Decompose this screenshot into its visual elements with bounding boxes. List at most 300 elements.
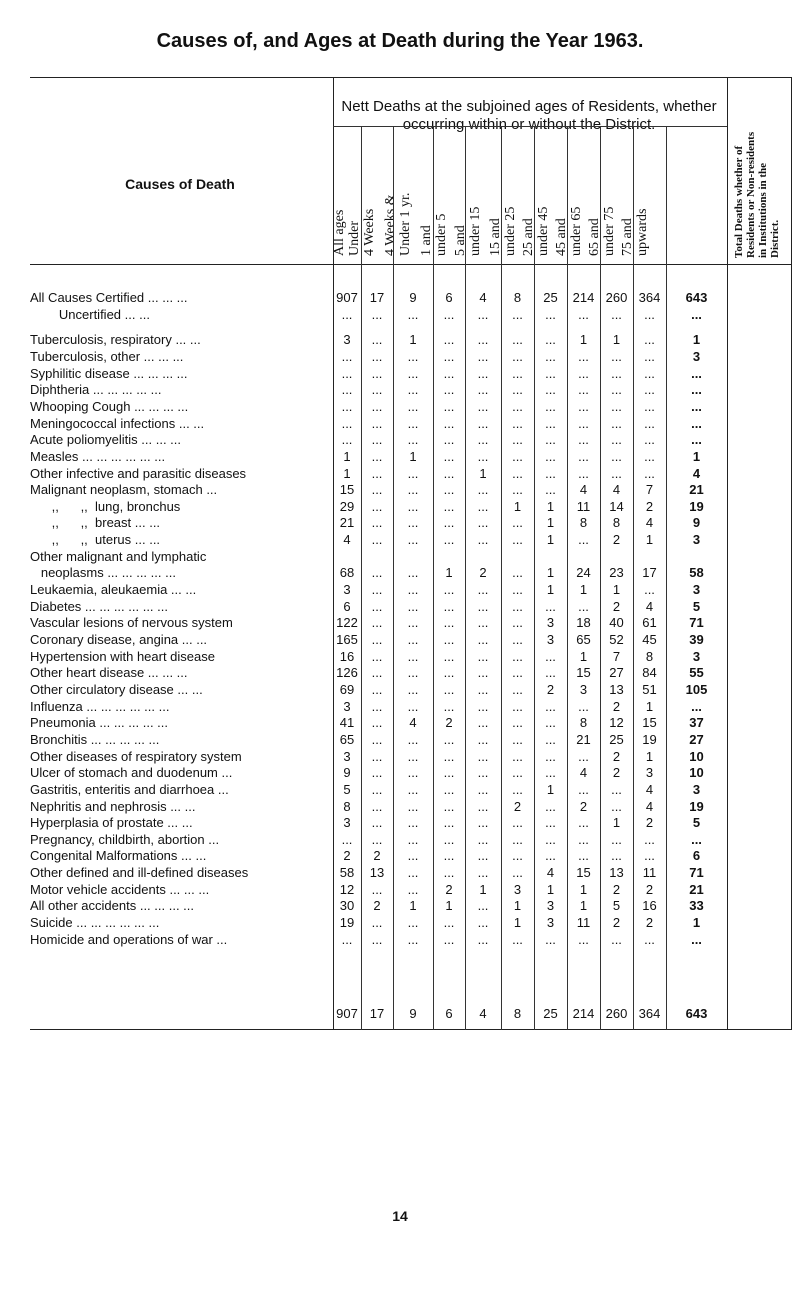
age-count-cell: ...	[371, 815, 383, 831]
age-count-cell: 8	[513, 290, 522, 305]
age-count-cell: ...	[611, 415, 622, 431]
age-count-cell: 2	[645, 915, 654, 931]
age-count-cell: ...	[545, 448, 556, 464]
age-count-cell: ...	[545, 815, 556, 831]
cause-label: ,, ,, lung, bronchus	[30, 498, 181, 514]
age-count-cell: ...	[545, 348, 556, 364]
age-count-cell: 1	[612, 815, 621, 831]
table-row	[0, 599, 800, 616]
age-count-cell: ...	[545, 598, 556, 614]
age-count-cell: ...	[477, 915, 489, 931]
total-deaths-cell: 1	[692, 448, 701, 464]
age-count-cell: 8	[579, 515, 588, 531]
column-divider	[567, 126, 568, 265]
age-count-cell: ...	[443, 382, 455, 398]
age-count-cell: ...	[341, 382, 353, 398]
age-count-cell: ...	[477, 731, 489, 747]
age-count-cell: ...	[443, 465, 455, 481]
age-column-label-line: upwards	[634, 208, 650, 256]
age-group-header: Nett Deaths at the subjoined ages of Residents, whether occurring within or without the District.	[341, 98, 717, 133]
age-count-cell: 2	[479, 565, 487, 581]
table-row	[0, 290, 800, 307]
age-count-cell: ...	[512, 765, 523, 781]
age-count-cell: ...	[578, 831, 589, 847]
age-count-cell: ...	[512, 598, 523, 614]
age-count-cell: ...	[477, 632, 489, 647]
age-count-cell: ...	[477, 681, 489, 697]
column-divider	[501, 126, 502, 265]
age-count-cell: ...	[644, 465, 655, 481]
age-count-cell: 3	[343, 582, 351, 598]
age-count-cell: ...	[477, 765, 489, 781]
age-count-cell: ...	[443, 765, 455, 781]
cause-label: Coronary disease, angina ... ...	[30, 632, 208, 647]
age-count-cell: 3	[343, 332, 351, 348]
cause-label: Malignant neoplasm, stomach ...	[30, 482, 218, 498]
age-count-cell: ...	[545, 398, 556, 414]
cause-label: neoplasms ... ... ... ... ...	[30, 565, 176, 581]
age-count-cell: 1	[513, 498, 522, 514]
age-count-cell: 13	[609, 681, 624, 697]
age-count-cell: ...	[371, 582, 383, 598]
age-count-cell: ...	[443, 498, 455, 514]
age-count-cell: ...	[407, 931, 419, 947]
age-count-cell: 4	[645, 598, 654, 614]
age-count-cell: ...	[443, 848, 455, 864]
age-count-cell: 7	[645, 482, 654, 498]
age-count-cell: 364	[638, 1006, 661, 1021]
age-column-label-line: Under	[347, 221, 362, 256]
age-column-label-line: 4 Weeks	[362, 208, 377, 256]
age-count-cell: 2	[612, 881, 621, 897]
age-count-cell: ...	[611, 831, 622, 847]
age-count-cell: 7	[612, 648, 621, 664]
table-row	[0, 466, 800, 483]
age-count-cell: 17	[369, 290, 385, 305]
age-count-cell: ...	[611, 448, 622, 464]
age-count-cell: 4	[479, 290, 487, 305]
age-count-cell: ...	[611, 465, 622, 481]
group-header-rule	[333, 126, 727, 127]
age-count-cell: 25	[543, 290, 558, 305]
table-row	[0, 366, 800, 383]
age-count-cell: ...	[545, 731, 556, 747]
age-count-cell: ...	[407, 815, 419, 831]
age-count-cell: ...	[578, 532, 589, 548]
age-count-cell: 21	[576, 731, 591, 747]
total-deaths-cell: 10	[689, 765, 704, 781]
age-count-cell: ...	[545, 306, 556, 322]
table-row	[0, 749, 800, 766]
age-count-cell: 1	[546, 498, 555, 514]
age-count-cell: 1	[513, 898, 522, 914]
column-divider	[465, 126, 466, 265]
age-count-cell: 19	[339, 915, 355, 931]
age-count-cell: ...	[578, 598, 589, 614]
age-count-cell: 9	[409, 290, 417, 305]
age-count-cell: ...	[443, 681, 455, 697]
table-row	[0, 865, 800, 882]
age-count-cell: ...	[644, 306, 655, 322]
age-count-cell: ...	[371, 781, 383, 797]
age-count-cell: 40	[609, 615, 624, 631]
age-count-cell: ...	[578, 348, 589, 364]
age-count-cell: ...	[477, 615, 489, 631]
age-count-cell: ...	[407, 615, 419, 631]
age-count-cell: ...	[371, 382, 383, 398]
age-count-cell: 15	[642, 715, 657, 731]
age-count-cell: 3	[343, 815, 351, 831]
age-count-cell: ...	[545, 482, 556, 498]
cause-label: Suicide ... ... ... ... ... ...	[30, 915, 160, 931]
age-count-cell: ...	[371, 515, 383, 531]
age-count-cell: 2	[546, 681, 555, 697]
age-count-cell: 65	[339, 731, 355, 747]
age-count-cell: 4	[479, 1006, 487, 1021]
age-count-cell: ...	[371, 498, 383, 514]
cause-label: Motor vehicle accidents ... ... ...	[30, 881, 210, 897]
age-count-cell: ...	[512, 781, 523, 797]
cause-label: Other heart disease ... ... ...	[30, 665, 188, 681]
age-column-label-line: under 45	[535, 206, 551, 256]
total-deaths-cell: ...	[691, 931, 702, 947]
age-count-cell: 11	[576, 498, 591, 514]
age-count-cell: ...	[512, 698, 523, 714]
age-count-cell: ...	[644, 831, 655, 847]
age-count-cell: 8	[343, 798, 351, 814]
age-count-cell: ...	[341, 831, 353, 847]
total-deaths-label-line: in Institutions in the	[757, 162, 769, 258]
age-count-cell: ...	[371, 565, 383, 581]
age-count-cell: ...	[545, 831, 556, 847]
age-count-cell: 3	[546, 632, 555, 647]
total-deaths-cell: 21	[689, 482, 704, 498]
age-count-cell: ...	[512, 432, 523, 448]
age-count-cell: ...	[578, 398, 589, 414]
total-deaths-cell: 5	[692, 815, 701, 831]
age-count-cell: ...	[644, 398, 655, 414]
age-count-cell: 1	[645, 532, 654, 548]
age-count-cell: ...	[512, 398, 523, 414]
age-column-label-line: under 5	[434, 213, 449, 256]
age-count-cell: 2	[612, 532, 621, 548]
age-count-cell: ...	[407, 765, 419, 781]
age-count-cell: ...	[371, 448, 383, 464]
age-count-cell: 1	[612, 582, 621, 598]
total-deaths-cell: ...	[691, 306, 702, 322]
age-count-cell: ...	[407, 848, 419, 864]
age-count-cell: 16	[642, 898, 657, 914]
age-count-cell: ...	[477, 781, 489, 797]
age-count-cell: 3	[513, 881, 522, 897]
age-count-cell: ...	[477, 865, 489, 881]
age-count-cell: ...	[341, 432, 353, 448]
age-count-cell: 907	[336, 290, 358, 305]
age-count-cell: 4	[343, 532, 351, 548]
age-count-cell: 1	[579, 648, 588, 664]
age-count-cell: ...	[371, 831, 383, 847]
age-count-cell: ...	[477, 365, 489, 381]
column-divider	[666, 126, 667, 265]
age-count-cell: ...	[512, 731, 523, 747]
total-deaths-cell: 71	[689, 615, 704, 631]
age-count-cell: 4	[645, 798, 654, 814]
age-count-cell: 58	[339, 865, 355, 881]
age-count-cell: ...	[407, 632, 419, 647]
cause-label: Meningococcal infections ... ...	[30, 415, 205, 431]
age-count-cell: ...	[341, 415, 353, 431]
total-deaths-label	[733, 132, 781, 258]
age-count-cell: ...	[443, 332, 455, 348]
age-count-cell: 29	[339, 498, 355, 514]
age-count-cell: ...	[512, 931, 523, 947]
total-deaths-cell: 643	[685, 290, 708, 305]
age-count-cell: 9	[343, 765, 351, 781]
age-count-cell: 1	[645, 698, 654, 714]
age-column-label	[383, 193, 413, 256]
age-column-label-line: under 25	[502, 206, 518, 256]
age-count-cell: 14	[609, 498, 624, 514]
age-count-cell: 1	[546, 565, 555, 581]
age-count-cell: ...	[407, 698, 419, 714]
age-count-cell: 25	[609, 731, 624, 747]
age-count-cell: ...	[512, 681, 523, 697]
age-column-label	[488, 207, 518, 256]
total-deaths-cell: ...	[691, 831, 702, 847]
header-rule-bottom	[30, 264, 792, 265]
table-row	[0, 482, 800, 499]
age-count-cell: 17	[369, 1006, 385, 1021]
table-row	[0, 765, 800, 782]
age-count-cell: ...	[443, 698, 455, 714]
age-count-cell: 8	[513, 1006, 522, 1021]
cause-label: Ulcer of stomach and duodenum ...	[30, 765, 233, 781]
age-count-cell: ...	[545, 665, 556, 681]
age-count-cell: ...	[578, 365, 589, 381]
age-count-cell: ...	[407, 482, 419, 498]
table-row	[0, 799, 800, 816]
total-deaths-label-line: Residents or Non-residents	[745, 131, 757, 258]
total-deaths-cell: 19	[689, 498, 704, 514]
age-count-cell: 165	[336, 632, 358, 647]
age-count-cell: 4	[612, 482, 621, 498]
age-count-cell: ...	[512, 748, 523, 764]
age-count-cell: ...	[407, 348, 419, 364]
total-deaths-cell: ...	[691, 365, 702, 381]
table-row	[0, 449, 800, 466]
table-row	[0, 582, 800, 599]
cause-label: Other malignant and lymphatic	[30, 548, 207, 564]
table-row	[0, 549, 800, 566]
age-count-cell: ...	[443, 648, 455, 664]
column-divider	[361, 126, 362, 265]
age-count-cell: ...	[443, 665, 455, 681]
age-count-cell: ...	[407, 748, 419, 764]
page-title: Causes of, and Ages at Death during the Year 1963.	[156, 30, 644, 52]
age-count-cell: ...	[512, 415, 523, 431]
age-count-cell: ...	[578, 848, 589, 864]
age-count-cell: 1	[579, 582, 588, 598]
age-count-cell: ...	[477, 482, 489, 498]
total-deaths-label-line: Total Deaths whether of	[733, 145, 745, 258]
age-count-cell: 9	[409, 1006, 417, 1021]
cause-label: ,, ,, uterus ... ...	[30, 532, 161, 548]
age-column-label-line: under 15	[468, 206, 483, 256]
age-count-cell: ...	[407, 865, 419, 881]
table-row	[0, 715, 800, 732]
age-count-cell: ...	[644, 415, 655, 431]
age-count-cell: 12	[609, 715, 624, 731]
age-count-cell: 3	[645, 765, 654, 781]
table-row	[0, 499, 800, 516]
age-count-cell: ...	[443, 448, 455, 464]
age-count-cell: ...	[371, 632, 383, 647]
age-count-cell: ...	[371, 432, 383, 448]
age-count-cell: ...	[371, 532, 383, 548]
table-row	[0, 332, 800, 349]
age-count-cell: ...	[578, 306, 589, 322]
age-count-cell: ...	[545, 748, 556, 764]
age-count-cell: ...	[512, 332, 523, 348]
column-divider	[393, 126, 394, 265]
age-count-cell: ...	[407, 415, 419, 431]
column-divider	[633, 126, 634, 265]
age-count-cell: ...	[371, 715, 383, 731]
age-count-cell: ...	[443, 365, 455, 381]
total-deaths-cell: 71	[689, 865, 704, 881]
age-count-cell: ...	[477, 415, 489, 431]
age-count-cell: ...	[443, 865, 455, 881]
age-count-cell: ...	[477, 748, 489, 764]
age-count-cell: ...	[611, 848, 622, 864]
age-count-cell: 69	[339, 681, 355, 697]
age-count-cell: 11	[642, 865, 657, 881]
age-count-cell: 2	[645, 815, 654, 831]
age-count-cell: 8	[645, 648, 654, 664]
table-row	[0, 649, 800, 666]
age-count-cell: 3	[546, 898, 555, 914]
age-count-cell: 2	[645, 498, 654, 514]
table-row	[0, 898, 800, 915]
age-count-cell: ...	[545, 382, 556, 398]
age-count-cell: ...	[443, 615, 455, 631]
age-count-cell: ...	[512, 582, 523, 598]
age-count-cell: 2	[612, 598, 621, 614]
cause-label: Syphilitic disease ... ... ... ...	[30, 365, 188, 381]
age-count-cell: 1	[579, 881, 588, 897]
table-row	[0, 782, 800, 799]
age-column-label	[332, 210, 347, 256]
age-count-cell: 3	[546, 915, 555, 931]
total-deaths-cell: 19	[689, 798, 704, 814]
age-count-cell: ...	[407, 915, 419, 931]
age-count-cell: ...	[443, 415, 455, 431]
cause-label: All Causes Certified ... ... ...	[30, 290, 188, 305]
age-count-cell: 4	[645, 781, 654, 797]
cause-label: Leukaemia, aleukaemia ... ...	[30, 582, 197, 598]
age-count-cell: ...	[443, 306, 455, 322]
age-count-cell: ...	[644, 448, 655, 464]
age-count-cell: 1	[343, 465, 351, 481]
age-count-cell: 23	[609, 565, 624, 581]
cause-label: Tuberculosis, other ... ... ...	[30, 348, 184, 364]
age-count-cell: 65	[576, 632, 591, 647]
age-count-cell: ...	[371, 348, 383, 364]
table-row	[0, 699, 800, 716]
age-count-cell: ...	[578, 448, 589, 464]
total-deaths-cell: ...	[691, 382, 702, 398]
age-count-cell: 30	[339, 898, 355, 914]
age-count-cell: ...	[477, 582, 489, 598]
age-count-cell: 24	[576, 565, 591, 581]
age-count-cell: ...	[512, 615, 523, 631]
age-count-cell: ...	[477, 598, 489, 614]
age-column-label-line: 1 and	[419, 225, 434, 256]
cause-label: Other circulatory disease ... ...	[30, 681, 203, 697]
age-count-cell: 52	[609, 632, 624, 647]
age-count-cell: ...	[407, 432, 419, 448]
age-count-cell: ...	[477, 648, 489, 664]
column-divider	[433, 126, 434, 265]
age-count-cell: ...	[371, 398, 383, 414]
age-count-cell: ...	[371, 931, 383, 947]
age-column-label-line: Under 1 yr.	[398, 192, 413, 256]
age-count-cell: 2	[612, 915, 621, 931]
age-count-cell: 13	[609, 865, 624, 881]
total-deaths-cell: 6	[692, 848, 701, 864]
age-count-cell: ...	[578, 465, 589, 481]
table-row	[0, 615, 800, 632]
age-count-cell: ...	[407, 382, 419, 398]
age-count-cell: 1	[513, 915, 522, 931]
age-count-cell: ...	[477, 332, 489, 348]
age-count-cell: 260	[605, 1006, 628, 1021]
cause-label: Acute poliomyelitis ... ... ...	[30, 432, 181, 448]
age-count-cell: 2	[445, 881, 453, 897]
age-count-cell: ...	[371, 482, 383, 498]
total-deaths-cell: 3	[692, 532, 701, 548]
age-count-cell: 1	[445, 898, 453, 914]
age-count-cell: 6	[445, 290, 453, 305]
age-count-cell: ...	[578, 815, 589, 831]
age-count-cell: 4	[579, 482, 588, 498]
age-count-cell: ...	[611, 781, 622, 797]
age-count-cell: ...	[611, 306, 622, 322]
table-row	[0, 565, 800, 582]
cause-label: Tuberculosis, respiratory ... ...	[30, 332, 201, 348]
table-row	[0, 832, 800, 849]
age-count-cell: ...	[477, 448, 489, 464]
total-deaths-cell: 21	[689, 881, 704, 897]
age-count-cell: ...	[371, 306, 383, 322]
age-count-cell: ...	[443, 348, 455, 364]
age-count-cell: ...	[407, 515, 419, 531]
age-column-label-line: 25 and	[520, 218, 536, 256]
age-count-cell: ...	[611, 348, 622, 364]
age-count-cell: ...	[371, 648, 383, 664]
age-count-cell: ...	[578, 382, 589, 398]
age-count-cell: ...	[341, 306, 353, 322]
cause-label: Bronchitis ... ... ... ... ...	[30, 731, 160, 747]
age-count-cell: 907	[336, 1006, 358, 1021]
age-column-label	[554, 207, 584, 256]
age-count-cell: ...	[611, 365, 622, 381]
age-count-cell: ...	[512, 465, 523, 481]
age-count-cell: 2	[579, 798, 588, 814]
age-count-cell: 41	[339, 715, 355, 731]
age-count-cell: ...	[611, 931, 622, 947]
age-count-cell: ...	[644, 848, 655, 864]
